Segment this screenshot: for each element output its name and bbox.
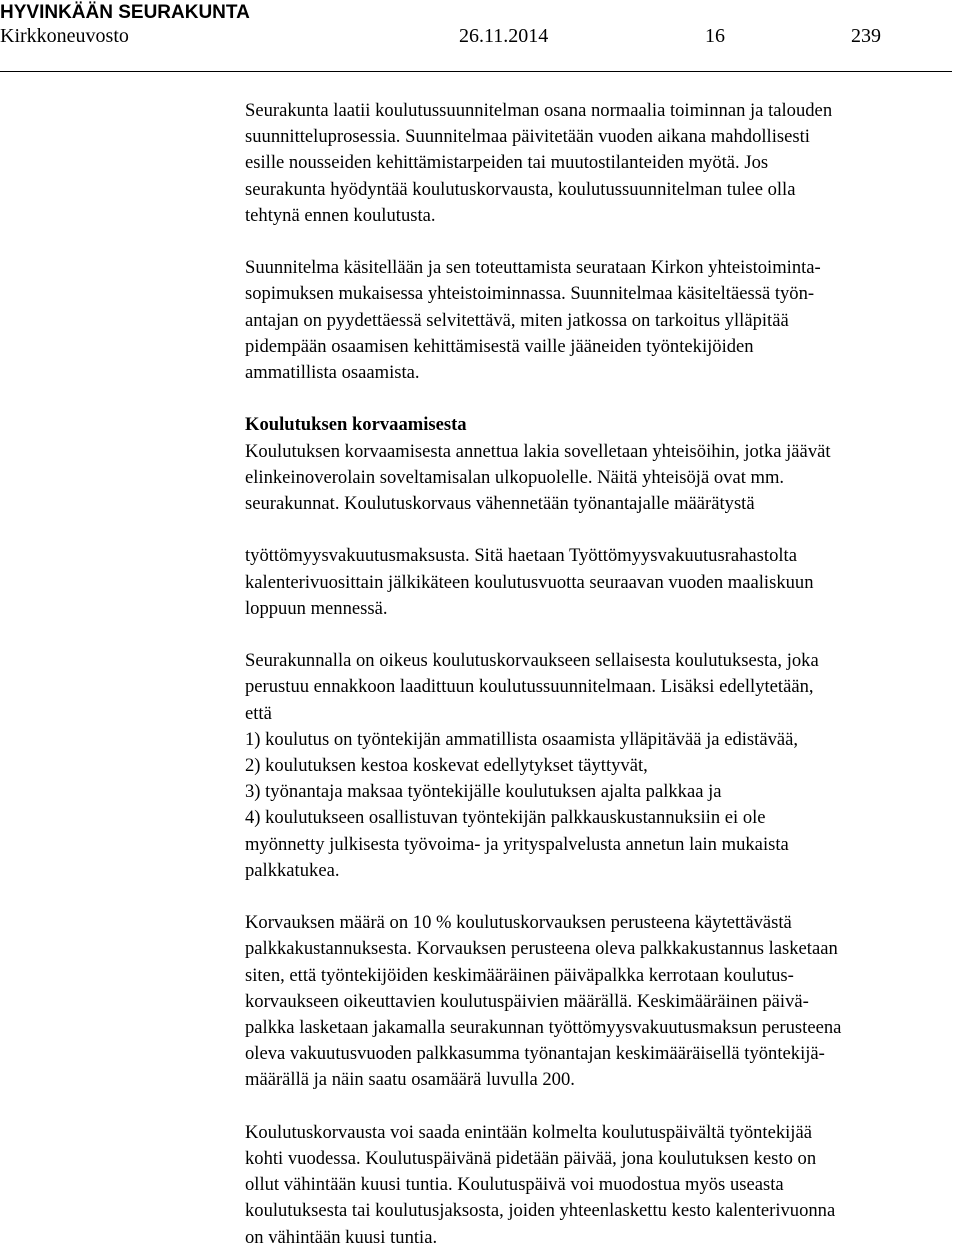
text-line: seurakunnat. Koulutuskorvaus vähennetään työnantajalle määrätystä: [245, 493, 755, 515]
text-line: suunnitteluprosessia. Suunnitelmaa päivitetään vuoden aikana mahdollisesti: [245, 126, 810, 148]
text-line: myönnetty julkisesta työvoima- ja yrityspalvelusta annetun lain mukaista: [245, 833, 789, 855]
text-line: palkkatukea.: [245, 859, 340, 881]
text-line: loppuun mennessä.: [245, 597, 388, 619]
text-line: Koulutuskorvausta voi saada enintään kolmelta koulutuspäivältä työntekijää: [245, 1121, 812, 1143]
text-line: palkkakustannuksesta. Korvauksen perusteena oleva palkkakustannus lasketaan: [245, 938, 838, 960]
text-line: Seurakunta laatii koulutussuunnitelman osana normaalia toiminnan ja talouden: [245, 100, 833, 121]
organization-name: HYVINKÄÄN SEURAKUNTA: [0, 2, 250, 23]
header-meeting-number: 16: [705, 25, 725, 47]
text-line: kalenterivuosittain jälkikäteen koulutusvuotta seuraavan vuoden maaliskuun: [245, 571, 814, 593]
text-line: palkka lasketaan jakamalla seurakunnan työttömyysvakuutusmaksun perusteena: [245, 1017, 842, 1039]
text-line: elinkeinoverolain soveltamisalan ulkopuolelle. Näitä yhteisöjä ovat mm.: [245, 466, 785, 488]
text-line: että: [245, 702, 272, 724]
text-line: Suunnitelma käsitellään ja sen toteuttamista seurataan Kirkon yhteistoiminta-: [245, 257, 821, 279]
text-line: koulutuksesta tai koulutusjaksosta, joiden yhteenlaskettu kesto kalenterivuonna: [245, 1200, 836, 1222]
paragraph-limits: [245, 1120, 957, 1251]
condition-list-item: 2) koulutuksen kestoa koskevat edellytykset täyttyvät,: [245, 755, 648, 777]
text-line: siten, että työntekijöiden keskimääräinen päiväpalkka kerrotaan koulutus-: [245, 964, 794, 986]
text-line: korvaukseen oikeuttavien koulutuspäivien määrällä. Keskimääräinen päivä-: [245, 990, 809, 1012]
paragraph-cooperation: [245, 255, 957, 386]
section-heading: Koulutuksen korvaamisesta: [245, 414, 467, 436]
text-line: seurakunta hyödyntää koulutuskorvausta, koulutussuunnitelman tulee olla: [245, 178, 796, 200]
text-line: Korvauksen määrä on 10 % koulutuskorvauksen perusteena käytettävästä: [245, 912, 792, 934]
document-body: [245, 98, 957, 1251]
condition-list-item: 1) koulutus on työntekijän ammatillista osaamista ylläpitävää ja edistävää,: [245, 728, 799, 750]
header-date: 26.11.2014: [459, 25, 549, 47]
paragraph-conditions: [245, 648, 957, 884]
text-line: tehtynä ennen koulutusta.: [245, 204, 436, 226]
text-line: esille nousseiden kehittämistarpeiden tai muutostilanteiden myötä. Jos: [245, 152, 769, 174]
text-line: pidempään osaamisen kehittämisestä vaille jääneiden työntekijöiden: [245, 335, 754, 357]
header-body-name: Kirkkoneuvosto: [0, 25, 129, 47]
header-divider: [0, 71, 952, 72]
paragraph-application: [245, 543, 957, 622]
condition-list-item: 3) työnantaja maksaa työntekijälle koulutuksen ajalta palkkaa ja: [245, 781, 722, 803]
text-line: ollut vähintään kuusi tuntia. Koulutuspäivä voi muodostua myös useasta: [245, 1174, 784, 1196]
text-line: antajan on pyydettäessä selvitettävä, miten jatkossa on tarkoitus ylläpitää: [245, 309, 789, 331]
document-header: [0, 24, 960, 50]
header-page-number: 239: [851, 25, 881, 47]
text-line: työttömyysvakuutusmaksusta. Sitä haetaan Työttömyysvakuutusrahastolta: [245, 545, 797, 567]
text-line: määrällä ja näin saatu osamäärä luvulla 200.: [245, 1069, 575, 1091]
text-line: kohti vuodessa. Koulutuspäivänä pidetään päivää, jona koulutuksen kesto on: [245, 1148, 817, 1170]
text-line: Koulutuksen korvaamisesta annettua lakia sovelletaan yhteisöihin, jotka jäävät: [245, 440, 831, 462]
text-line: perustuu ennakkoon laadittuun koulutussuunnitelmaan. Lisäksi edellytetään,: [245, 676, 814, 698]
text-line: Seurakunnalla on oikeus koulutuskorvaukseen sellaisesta koulutuksesta, joka: [245, 650, 819, 672]
paragraph-compensation-law: [245, 412, 957, 517]
text-line: oleva vakuutusvuoden palkkasumma työnantajan keskimääräisellä työntekijä-: [245, 1043, 825, 1065]
paragraph-amount: [245, 910, 957, 1093]
paragraph-planning: [245, 98, 957, 229]
text-line: ammatillista osaamista.: [245, 362, 420, 384]
text-line: on vähintään kuusi tuntia.: [245, 1226, 438, 1248]
text-line: sopimuksen mukaisessa yhteistoiminnassa. Suunnitelmaa käsiteltäessä työn-: [245, 283, 815, 305]
condition-list-item: 4) koulutukseen osallistuvan työntekijän palkkauskustannuksiin ei ole: [245, 807, 766, 829]
